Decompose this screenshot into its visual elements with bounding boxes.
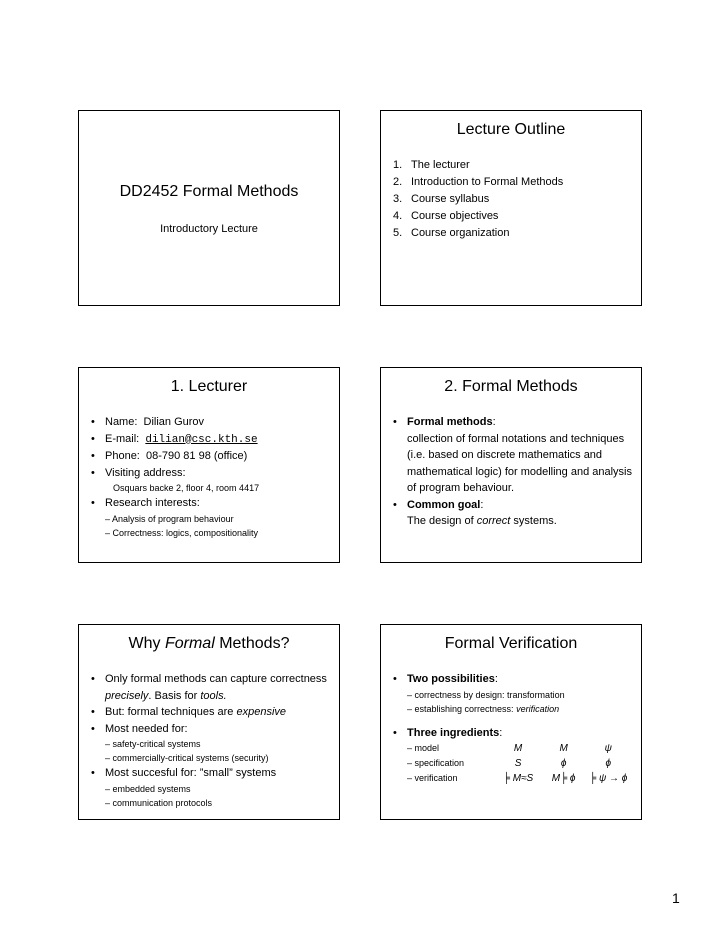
list-item: • But: formal techniques are expensive [91,706,287,718]
slide-verification [380,624,642,820]
fm-definition: collection of formal notations and techniques (i.e. based on discrete mathematics and mathematical logic) for modelling and analysis of program behaviour. [407,432,632,494]
list-item: 1. The lecturer [393,159,470,171]
list-item: 5. Course organization [393,227,510,239]
slide-heading: Lecture Outline [456,121,566,138]
course-subtitle: Introductory Lecture [160,223,258,235]
list-item: • Three ingredients: [393,726,503,739]
ingredient-row: – specification S ϕ ϕ [407,758,612,769]
list-item: • Only formal methods can capture correctness precisely. Basis for tools. [91,673,327,702]
list-item: • Most succesful for: ”small” systems [91,767,277,779]
slide-title [78,110,340,306]
lecturer-list [91,414,331,540]
sub-item: – commercially-critical systems (security) [105,753,269,763]
sub-item: – establishing correctness: verification [407,703,560,714]
ingredient-row: – model M M ψ [407,743,612,754]
list-item: • Formal methods: [393,416,496,428]
slide-lecturer [78,367,340,563]
list-item: • Phone: 08-790 81 98 (office) [91,450,248,462]
visit-address: Osquars backe 2, floor 4, room 4417 [113,483,260,493]
sub-item: – embedded systems [105,783,191,794]
slide-why-formal [78,624,340,820]
fm-list [393,414,633,530]
slide-heading: Formal Verification [444,635,578,652]
goal-text: The design of correct systems. [407,515,557,527]
list-item: • Visiting address: [91,466,186,479]
sub-item: – Analysis of program behaviour [105,513,234,524]
sub-item: – Correctness: logics, compositionality [105,527,259,538]
slide-formal-methods [380,367,642,563]
sub-item: – communication protocols [105,797,213,808]
slide-heading: 1. Lecturer [170,378,248,395]
sub-item: – correctness by design: transformation [407,689,565,700]
list-item: • Research interests: [91,497,200,509]
outline-list [393,157,633,242]
list-item: • Common goal: [393,498,484,511]
ingredient-row: – verification ╞ M≈S M╞ ϕ ╞ ψ → ϕ [407,773,628,784]
why-list [91,671,331,810]
list-item: • Two possibilities: [393,673,498,685]
list-item: • Most needed for: [91,722,188,735]
list-item: 2. Introduction to Formal Methods [393,176,564,188]
course-title: DD2452 Formal Methods [119,183,299,200]
slide-heading: Why Formal Methods? [128,635,290,652]
list-item: 3. Course syllabus [393,193,490,205]
slide-heading: 2. Formal Methods [444,378,578,395]
list-item: • E-mail: dilian@csc.kth.se [91,432,258,446]
list-item: 4. Course objectives [393,210,499,222]
verification-list [393,671,633,786]
email-link[interactable]: dilian@csc.kth.se [145,433,258,446]
list-item: • Name: Dilian Gurov [91,416,205,428]
page-number: 1 [672,890,680,906]
slide-outline [380,110,642,306]
sub-item: – safety-critical systems [105,739,201,749]
